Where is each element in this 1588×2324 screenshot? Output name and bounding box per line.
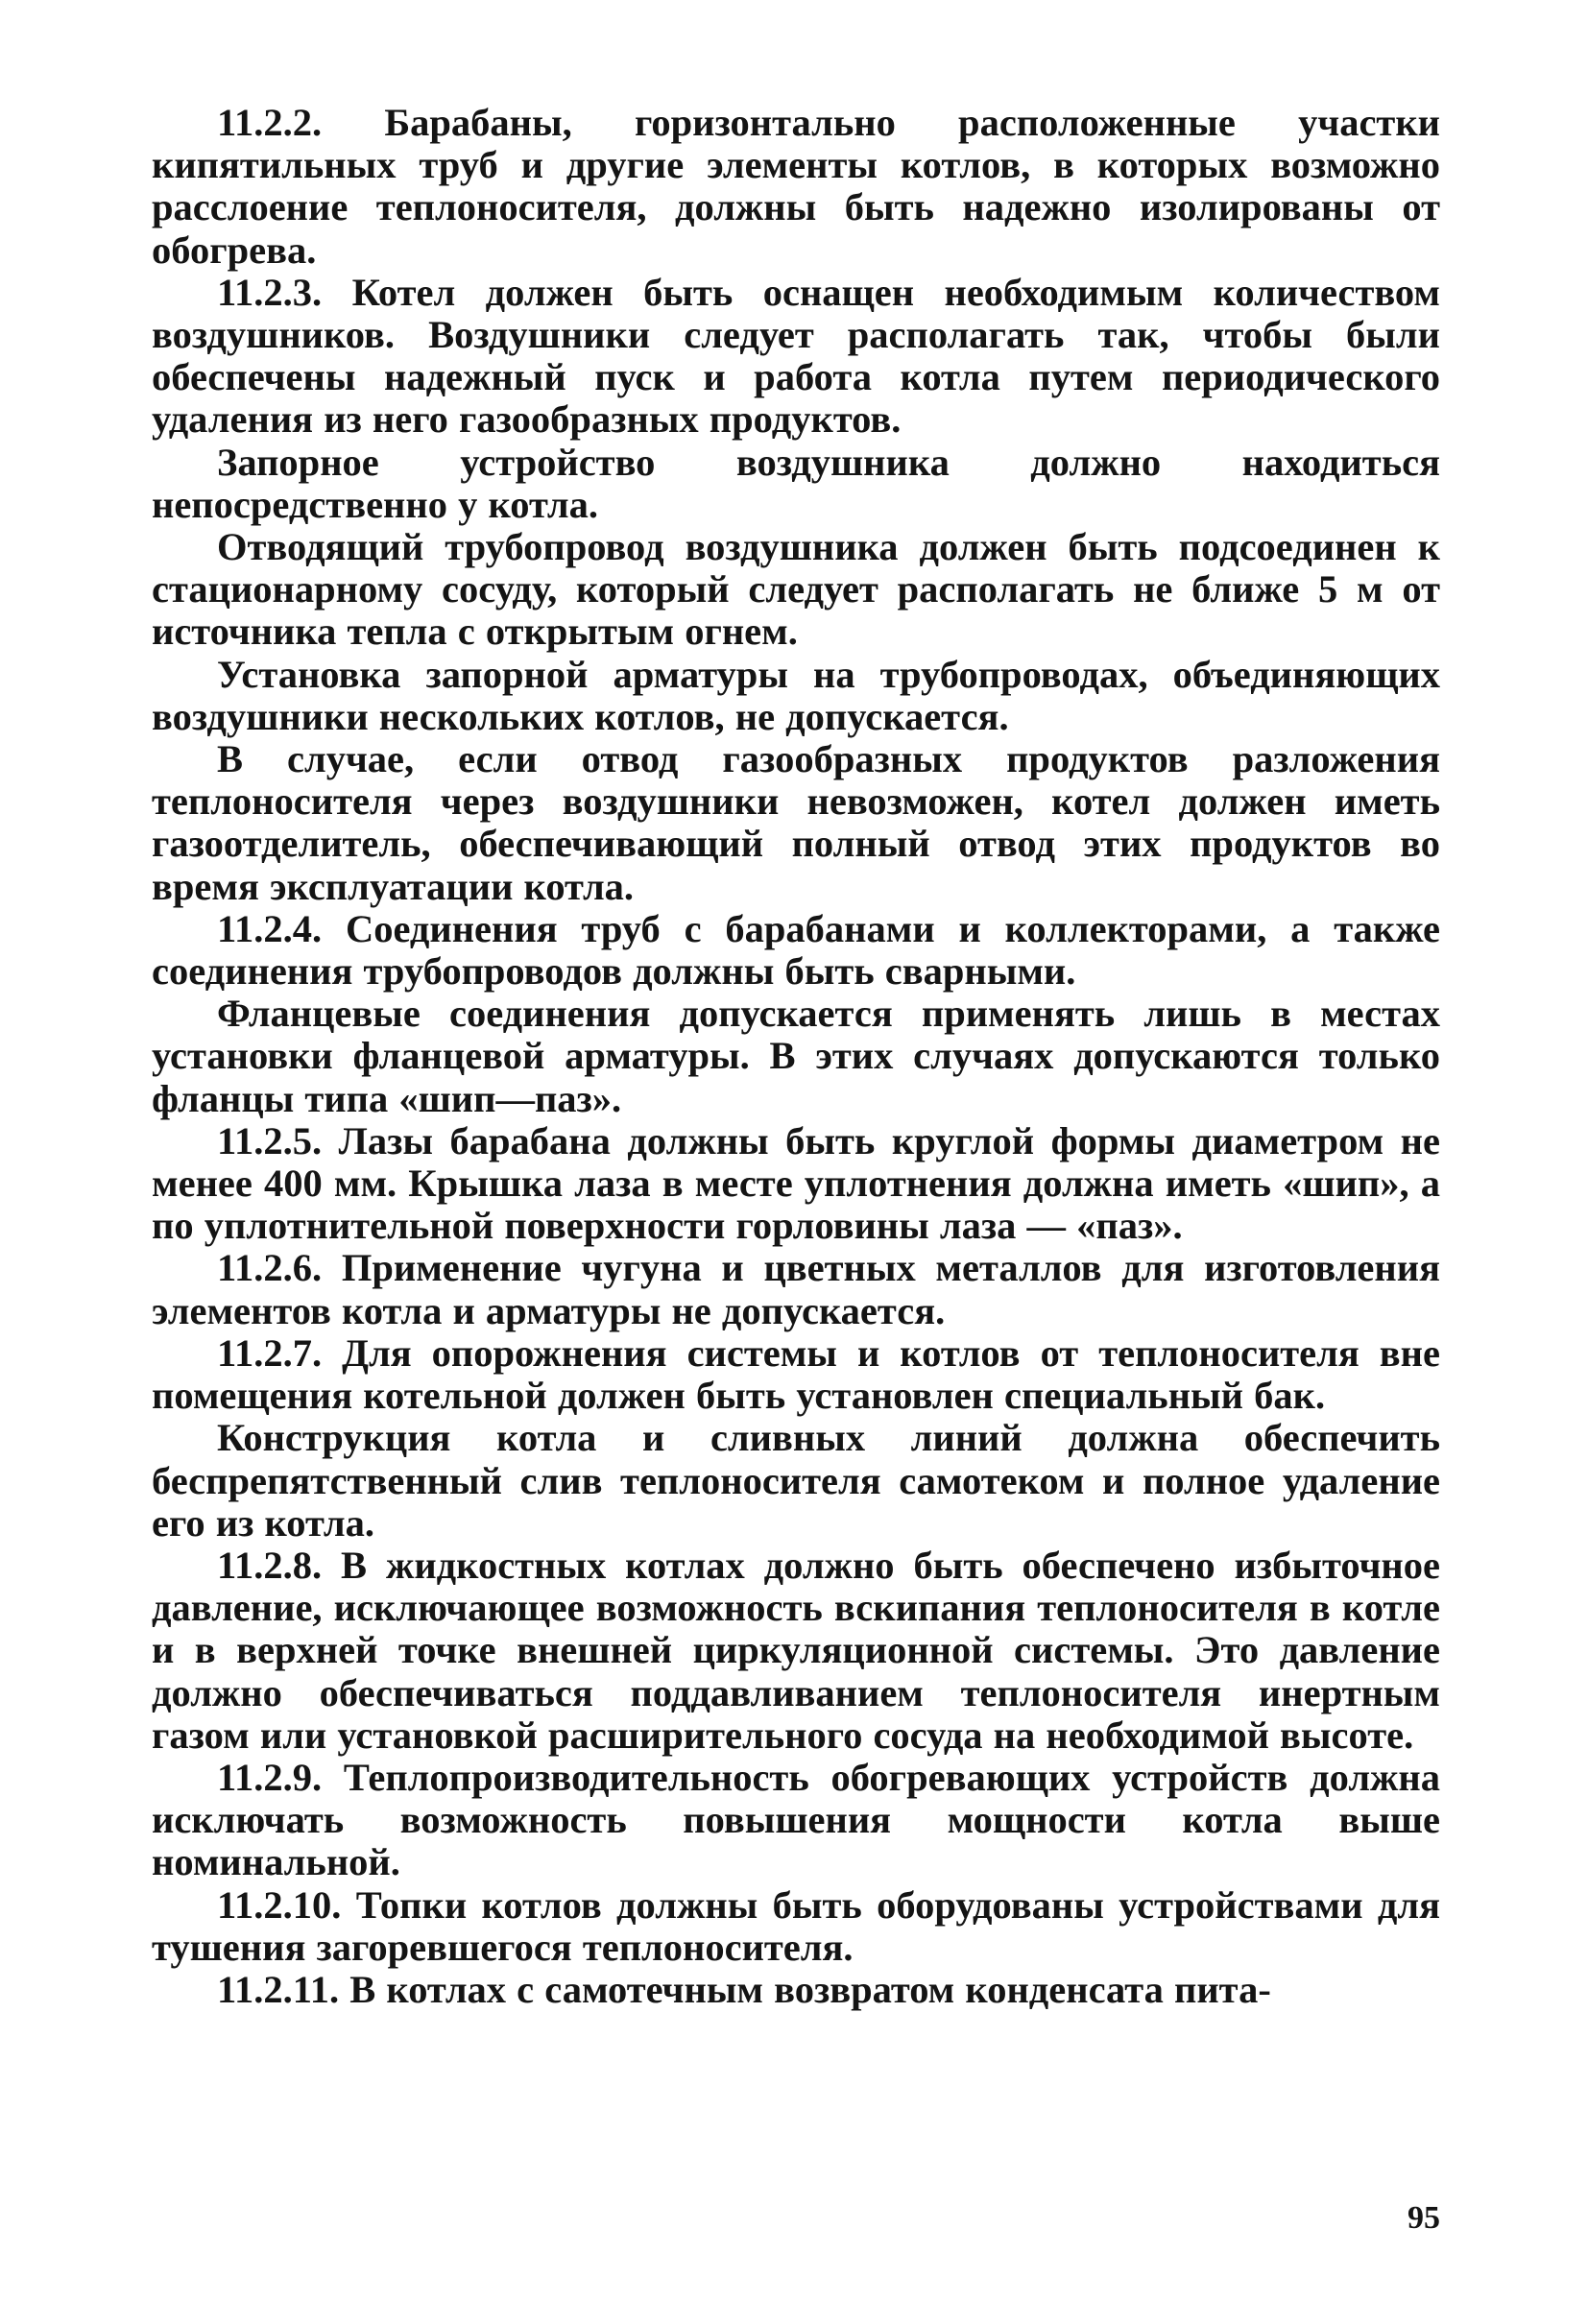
paragraph-shutoff-device: Запорное устройство воздушника должно находиться непосредственно у котла. [152,440,1440,526]
paragraph-gas-separator: В случае, если отвод газообразных продуктов разложения теплоносителя через воздушники невозможен, котел должен иметь газоотделитель, обеспечивающий полный отвод этих продуктов во время эксплуатации котла. [152,737,1440,908]
paragraph-11-2-7: 11.2.7. Для опорожнения системы и котлов от теплоносителя вне помещения котельной должен быть установлен специальный бак. [152,1330,1440,1418]
paragraph-discharge-pipe: Отводящий трубопровод воздушника должен быть подсоединен к стационарному сосуду, который следует располагать не ближе 5 м от источника тепла с открытым огнем. [152,525,1440,654]
paragraph-11-2-8: 11.2.8. В жидкостных котлах должно быть обеспечено избыточное давление, исключающее возможность вскипания теплоносителя в котле и в верхней точке внешней циркуляционной системы. Это давление должно обеспечиваться поддавливанием теплоносителя инертным газом или установкой расширительного сосуда на необходимой высоте. [152,1543,1440,1757]
paragraph-11-2-3: 11.2.3. Котел должен быть оснащен необходимым количеством воздушников. Воздушники следует располагать так, чтобы были обеспечены надежный пуск и работа котла путем периодического удаления из него газообразных продуктов. [152,270,1440,442]
paragraph-valve-installation: Установка запорной арматуры на трубопроводах, объединяющих воздушники нескольких котлов, не допускается. [152,652,1440,738]
paragraph-drain-design: Конструкция котла и сливных линий должна обеспечить беспрепятственный слив теплоносителя самотеком и полное удаление его из котла. [152,1416,1440,1545]
document-body [152,102,1440,2011]
paragraph-flange-connections: Фланцевые соединения допускается применять лишь в местах установки фланцевой арматуры. В этих случаях допускаются только фланцы типа «шип—паз». [152,992,1440,1120]
paragraph-11-2-6: 11.2.6. Применение чугуна и цветных металлов для изготовления элементов котла и арматуры не допускается. [152,1246,1440,1332]
paragraph-11-2-5: 11.2.5. Лазы барабана должны быть круглой формы диаметром не менее 400 мм. Крышка лаза в месте уплотнения должна иметь «шип», а по уплотнительной поверхности горловины лаза — «паз». [152,1118,1440,1248]
page-number: 95 [1408,2200,1440,2236]
paragraph-11-2-2: 11.2.2. Барабаны, горизонтально расположенные участки кипятильных труб и другие элементы котлов, в которых возможно расслоение теплоносителя, должны быть надежно изолированы от обогрева. [152,101,1440,272]
paragraph-11-2-9: 11.2.9. Теплопроизводительность обогревающих устройств должна исключать возможность повышения мощности котла выше номинальной. [152,1755,1440,1884]
paragraph-11-2-10: 11.2.10. Топки котлов должны быть оборудованы устройствами для тушения загоревшегося теплоносителя. [152,1882,1440,1969]
paragraph-11-2-11: 11.2.11. В котлах с самотечным возвратом конденсата пита- [217,1967,1271,2011]
paragraph-11-2-4: 11.2.4. Соединения труб с барабанами и коллекторами, а также соединения трубопроводов должны быть сварными. [152,906,1440,994]
